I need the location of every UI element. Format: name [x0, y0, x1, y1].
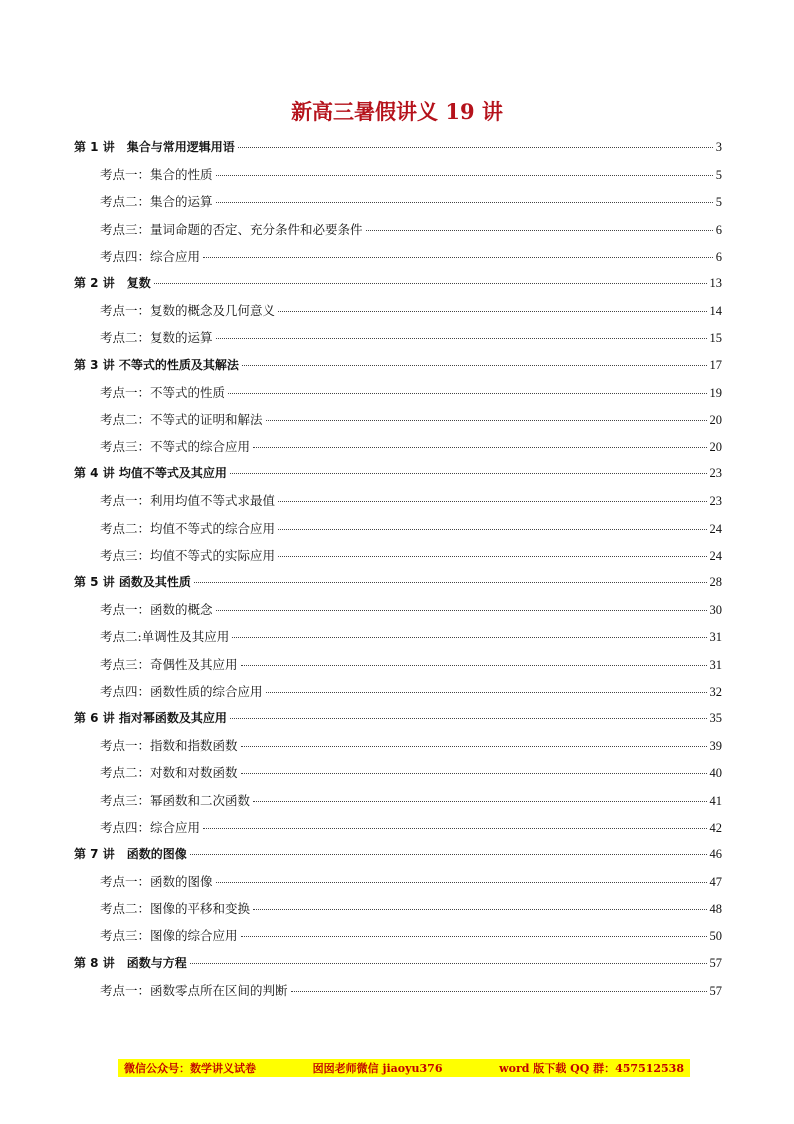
toc-topic-entry[interactable]: [74, 926, 722, 953]
toc-chapter-entry[interactable]: [74, 845, 722, 872]
toc-entry-label: 考点二：对数和对数函数: [100, 765, 238, 781]
toc-topic-entry[interactable]: [74, 410, 722, 437]
toc-entry-label: 考点一：函数零点所在区间的判断: [100, 982, 288, 998]
toc-page-number: 6: [715, 222, 722, 237]
footer-banner: [118, 1059, 690, 1077]
toc-entry-label: 第 7 讲 函数的图像: [74, 846, 187, 861]
toc-chapter-entry[interactable]: [74, 954, 722, 981]
toc-dot-leader: [278, 311, 706, 312]
toc-entry-label: 考点一：指数和指数函数: [100, 738, 238, 754]
toc-topic-entry[interactable]: [74, 383, 722, 410]
toc-entry-label: 考点四：函数性质的综合应用: [100, 683, 263, 699]
toc-page-number: 32: [709, 684, 722, 699]
toc-entry-label: 第 1 讲 集合与常用逻辑用语: [74, 140, 235, 154]
toc-entry-label: 考点二：集合的运算: [100, 194, 213, 210]
toc-topic-entry[interactable]: [74, 301, 722, 328]
toc-dot-leader: [253, 801, 706, 802]
toc-dot-leader: [232, 637, 706, 638]
toc-dot-leader: [241, 665, 707, 666]
toc-entry-label: 第 2 讲 复数: [74, 275, 151, 290]
toc-page-number: 24: [709, 521, 722, 536]
toc-chapter-entry[interactable]: [74, 356, 722, 383]
toc-entry-label: 第 6 讲 指对幂函数及其应用: [74, 710, 227, 725]
toc-page-number: 42: [709, 820, 722, 835]
toc-page-number: 19: [709, 385, 722, 400]
toc-page-number: 39: [709, 739, 722, 754]
toc-entry-label: 考点三：量词命题的否定、充分条件和必要条件: [100, 221, 363, 237]
toc-page-number: 5: [715, 168, 722, 183]
toc-page-number: 40: [709, 766, 722, 781]
toc-chapter-entry[interactable]: [74, 464, 722, 491]
toc-entry-label: 考点一：函数的概念: [100, 602, 213, 618]
toc-page-number: 57: [709, 983, 722, 998]
toc-topic-entry[interactable]: [74, 247, 722, 274]
toc-dot-leader: [266, 420, 707, 421]
toc-page-number: 20: [709, 440, 722, 455]
toc-entry-label: 考点一：函数的图像: [100, 874, 213, 890]
toc-entry-label: 第 4 讲 均值不等式及其应用: [74, 466, 227, 481]
toc-dot-leader: [154, 283, 707, 284]
toc-entry-label: 考点二：图像的平移和变换: [100, 901, 251, 917]
toc-page-number: 5: [715, 195, 722, 210]
toc-dot-leader: [230, 473, 707, 474]
toc-dot-leader: [216, 175, 713, 176]
toc-page-number: 15: [709, 331, 722, 346]
toc-topic-entry[interactable]: [74, 981, 722, 1008]
toc-dot-leader: [278, 556, 706, 557]
toc-page-number: 31: [709, 657, 722, 672]
toc-topic-entry[interactable]: [74, 627, 722, 654]
toc-entry-label: 考点四：综合应用: [100, 248, 201, 264]
toc-dot-leader: [278, 529, 706, 530]
toc-topic-entry[interactable]: [74, 328, 722, 355]
toc-entry-label: 考点三：均值不等式的实际应用: [100, 547, 276, 563]
toc-entry-label: 考点三：奇偶性及其应用: [100, 656, 238, 672]
toc-dot-leader: [203, 257, 713, 258]
toc-page-number: 17: [709, 357, 722, 372]
toc-page-number: 50: [709, 929, 722, 944]
toc-entry-label: 第 8 讲 函数与方程: [74, 955, 187, 970]
toc-topic-entry[interactable]: [74, 899, 722, 926]
toc-dot-leader: [242, 365, 707, 366]
toc-page-number: 23: [709, 466, 722, 481]
toc-topic-entry[interactable]: [74, 192, 722, 219]
toc-topic-entry[interactable]: [74, 655, 722, 682]
toc-entry-label: 考点一：利用均值不等式求最值: [100, 493, 276, 509]
toc-page-number: 28: [709, 575, 722, 589]
toc-page-number: 20: [709, 412, 722, 427]
toc-entry-label: 考点二：复数的运算: [100, 330, 213, 346]
toc-entry-label: 考点二：不等式的证明和解法: [100, 411, 263, 427]
toc-chapter-entry[interactable]: [74, 138, 722, 165]
toc-dot-leader: [190, 963, 707, 964]
toc-page-number: 31: [709, 630, 722, 645]
toc-entry-label: 考点一：集合的性质: [100, 167, 213, 183]
footer-qq-group: word 版下载 QQ 群：457512538: [499, 1062, 684, 1075]
toc-page-number: 47: [709, 875, 722, 890]
toc-entry-label: 考点三：图像的综合应用: [100, 928, 238, 944]
toc-chapter-entry[interactable]: [74, 274, 722, 301]
toc-topic-entry[interactable]: [74, 491, 722, 518]
toc-dot-leader: [203, 828, 706, 829]
toc-page-number: 3: [715, 140, 722, 154]
toc-topic-entry[interactable]: [74, 736, 722, 763]
toc-topic-entry[interactable]: [74, 220, 722, 247]
toc-dot-leader: [241, 936, 707, 937]
toc-topic-entry[interactable]: [74, 600, 722, 627]
toc-dot-leader: [216, 610, 707, 611]
toc-topic-entry[interactable]: [74, 763, 722, 790]
toc-dot-leader: [216, 202, 713, 203]
toc-chapter-entry[interactable]: [74, 573, 722, 600]
footer-teacher-wechat: 囡囡老师微信 jiaoyu376: [312, 1062, 443, 1075]
toc-page-number: 30: [709, 603, 722, 618]
toc-page-number: 57: [709, 955, 722, 970]
toc-page-number: 35: [709, 710, 722, 725]
toc-page-number: 6: [715, 249, 722, 264]
toc-entry-label: 第 5 讲 函数及其性质: [74, 575, 191, 589]
toc-dot-leader: [190, 854, 707, 855]
table-of-contents: [74, 138, 722, 1008]
toc-topic-entry[interactable]: [74, 519, 722, 546]
toc-dot-leader: [216, 338, 707, 339]
toc-entry-label: 考点一：不等式的性质: [100, 384, 226, 400]
footer-wechat-account: 微信公众号：数学讲义试卷: [124, 1062, 256, 1075]
toc-topic-entry[interactable]: [74, 165, 722, 192]
toc-page-number: 14: [709, 304, 722, 319]
toc-page-number: 46: [709, 846, 722, 861]
toc-page-number: 48: [709, 902, 722, 917]
toc-dot-leader: [291, 991, 707, 992]
toc-page-number: 23: [709, 494, 722, 509]
toc-entry-label: 考点三：幂函数和二次函数: [100, 792, 251, 808]
toc-entry-label: 第 3 讲 不等式的性质及其解法: [74, 357, 239, 372]
toc-dot-leader: [253, 909, 706, 910]
toc-dot-leader: [253, 447, 706, 448]
toc-topic-entry[interactable]: [74, 437, 722, 464]
toc-topic-entry[interactable]: [74, 682, 722, 709]
toc-page-number: 24: [709, 548, 722, 563]
toc-dot-leader: [366, 230, 713, 231]
toc-dot-leader: [216, 882, 707, 883]
toc-entry-label: 考点四：综合应用: [100, 819, 201, 835]
toc-dot-leader: [241, 746, 707, 747]
toc-dot-leader: [194, 582, 707, 583]
toc-topic-entry[interactable]: [74, 546, 722, 573]
toc-page-number: 41: [709, 793, 722, 808]
toc-dot-leader: [278, 501, 706, 502]
toc-topic-entry[interactable]: [74, 872, 722, 899]
toc-page-number: 13: [709, 275, 722, 290]
toc-dot-leader: [228, 393, 706, 394]
toc-dot-leader: [266, 692, 707, 693]
toc-dot-leader: [238, 147, 713, 148]
toc-dot-leader: [241, 773, 707, 774]
toc-entry-label: 考点二:单调性及其应用: [100, 629, 230, 645]
page-title: 新高三暑假讲义 19 讲: [291, 99, 503, 124]
toc-chapter-entry[interactable]: [74, 709, 722, 736]
toc-dot-leader: [230, 718, 707, 719]
toc-entry-label: 考点一：复数的概念及几何意义: [100, 303, 276, 319]
toc-topic-entry[interactable]: [74, 791, 722, 818]
toc-topic-entry[interactable]: [74, 818, 722, 845]
toc-entry-label: 考点二：均值不等式的综合应用: [100, 520, 276, 536]
toc-entry-label: 考点三：不等式的综合应用: [100, 439, 251, 455]
